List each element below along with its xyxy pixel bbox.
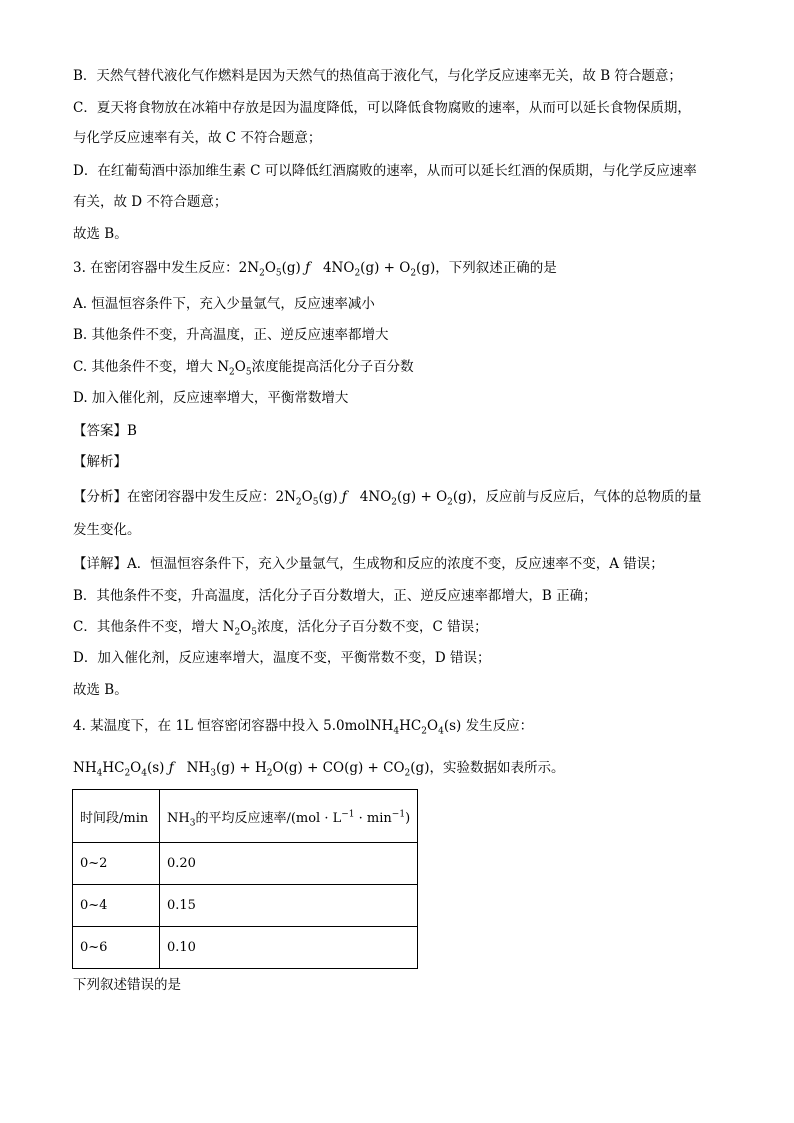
conclusion-q2: 故选 B。	[73, 226, 128, 242]
rate-cell: 0.15	[160, 885, 418, 927]
question-4-pre: 4. 某温度下，在 1L 恒容密闭容器中投入	[73, 718, 324, 734]
rate-cell: 0.10	[160, 927, 418, 969]
rate-cell: 0.20	[160, 843, 418, 885]
question-4-prompt: 下列叙述错误的是	[73, 977, 181, 993]
detail-c: C．其他条件不变，增大 $N_2O_5$浓度，活化分子百分数不变，C 错误；	[73, 619, 488, 638]
header-average-rate: $NH_3$的平均反应速率$/(mol \cdot L^{-1} \cdot \min^{-1})$	[160, 790, 418, 843]
option-c-pre: C. 其他条件不变，增大 N	[73, 359, 230, 375]
question-3-stem	[73, 258, 557, 278]
analysis-line	[73, 487, 702, 507]
detail-d: D．加入催化剂，反应速率增大，温度不变，平衡常数不变，D 错误；	[73, 650, 491, 666]
table-header-row	[73, 790, 418, 843]
rate-table	[72, 789, 418, 969]
analysis-pre: 【分析】在密闭容器中发生反应：	[73, 489, 276, 505]
conclusion-q3: 故选 B。	[73, 682, 128, 698]
reactant-amount: $5.0molNH_4HC_2O_4(s)$	[323, 718, 462, 737]
explanation-line-c: C．夏天将食物放在冰箱中存放是因为温度降低，可以降低食物腐败的速率，从而可以延长食物保质期，	[73, 100, 691, 116]
option-c-post: 浓度能提高活化分子百分数	[251, 359, 414, 375]
period-cell: 0~4	[73, 885, 160, 927]
option-d: D. 加入催化剂，反应速率增大，平衡常数增大	[73, 390, 349, 406]
question-3-suffix: ，下列叙述正确的是	[435, 260, 557, 276]
question-4-equation-line	[73, 758, 564, 778]
table-row	[73, 843, 418, 885]
question-4-post: 发生反应：	[461, 718, 534, 734]
equation-q3: $2N_2O_5(g)$ ƒ $4NO_2(g) + O_2(g)$	[238, 260, 436, 279]
explanation-line-b: B．天然气替代液化气作燃料是因为天然气的热值高于液化气，与化学反应速率无关，故 B 符合题意；	[73, 68, 682, 84]
answer-label: 【答案】B	[73, 423, 137, 439]
question-4-eq-suffix: ，实验数据如表所示。	[429, 760, 565, 776]
option-a: A. 恒温恒容条件下，充入少量氩气，反应速率减小	[73, 296, 375, 312]
option-b: B. 其他条件不变，升高温度，正、逆反应速率都增大	[73, 327, 389, 343]
explanation-line-d-cont: 有关，故 D 不符合题意；	[73, 194, 228, 210]
question-4-stem	[73, 716, 533, 736]
explanation-line-d: D．在红葡萄酒中添加维生素 C 可以降低红酒腐败的速率，从而可以延长红酒的保质期，与化学反应速率	[73, 163, 697, 179]
period-cell: 0~6	[73, 927, 160, 969]
equation-analysis: $2N_2O_5(g)$ ƒ $4NO_2(g) + O_2(g)$	[275, 489, 473, 508]
detail-c-pre: C．其他条件不变，增大 N	[73, 619, 235, 635]
detail-c-post: 浓度，活化分子百分数不变，C 错误；	[256, 619, 488, 635]
equation-q4: $NH_4HC_2O_4(s)$ ƒ $NH_3(g) + H_2O(g) + CO(g) + CO_2(g)$	[73, 760, 430, 779]
explanation-line-c-cont: 与化学反应速率有关，故 C 不符合题意；	[73, 130, 322, 146]
analysis-post: ，反应前与反应后，气体的总物质的量	[472, 489, 702, 505]
table-row	[73, 927, 418, 969]
period-cell: 0~2	[73, 843, 160, 885]
analysis-line-cont: 发生变化。	[73, 522, 141, 538]
option-c: C. 其他条件不变，增大 $N_2O_5$浓度能提高活化分子百分数	[73, 359, 414, 378]
analysis-label: 【解析】	[73, 454, 127, 470]
table-row	[73, 885, 418, 927]
header-time-period: 时间段/min	[73, 790, 160, 843]
detail-b: B．其他条件不变，升高温度，活化分子百分数增大，正、逆反应速率都增大，B 正确；	[73, 588, 597, 604]
question-3-prefix: 3. 在密闭容器中发生反应：	[73, 260, 239, 276]
detail-a: 【详解】A．恒温恒容条件下，充入少量氩气，生成物和反应的浓度不变，反应速率不变，A 错误；	[73, 556, 664, 572]
